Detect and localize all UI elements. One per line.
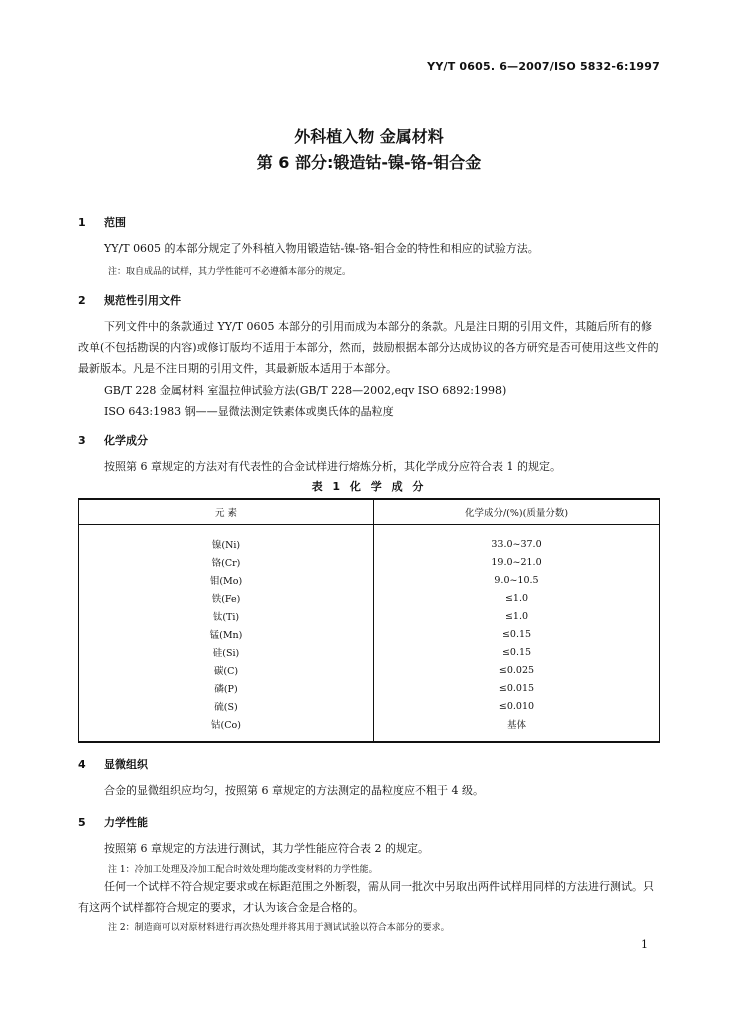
- value-cell: ≤0.025: [498, 664, 535, 676]
- section-3-paragraph: 按照第 6 章规定的方法对有代表性的合金试样进行熔炼分析，其化学成分应符合表 1 的规定。: [104, 460, 561, 473]
- section-number: 3: [78, 434, 86, 447]
- section-title: 化学成分: [104, 434, 148, 447]
- value-cell: 33.0~37.0: [491, 538, 542, 550]
- section-2-heading: [78, 292, 181, 308]
- table-row: [79, 607, 660, 625]
- value-cell: ≤0.015: [498, 682, 535, 694]
- section-number: 1: [78, 216, 86, 229]
- section-5-note-2: 注 2：制造商可以对原材料进行再次热处理并将其用于测试试验以符合本部分的要求。: [108, 923, 450, 933]
- value-cell: ≤0.15: [501, 646, 532, 658]
- table-row: [79, 697, 660, 715]
- element-cell: 磷(P): [79, 679, 374, 697]
- section-number: 5: [78, 816, 86, 829]
- table-row: [79, 589, 660, 607]
- element-cell: 铁(Fe): [79, 589, 374, 607]
- table-row: [79, 553, 660, 571]
- section-4-heading: [78, 756, 148, 772]
- table-row: [79, 715, 660, 742]
- section-5-paragraph: 按照第 6 章规定的方法进行测试，其力学性能应符合表 2 的规定。: [104, 842, 429, 855]
- page-number: 1: [641, 938, 648, 951]
- section-3-heading: [78, 432, 148, 448]
- value-cell: ≤1.0: [504, 610, 529, 622]
- section-title: 力学性能: [104, 816, 148, 829]
- section-5-note-1: 注 1：冷加工处理及冷加工配合时效处理均能改变材料的力学性能。: [108, 865, 378, 875]
- table-row: [79, 625, 660, 643]
- element-cell: 钴(Co): [79, 715, 374, 742]
- section-5-heading: [78, 814, 148, 830]
- section-5-paragraph-2: 任何一个试样不符合规定要求或在标距范围之外断裂，需从同一批次中另取出两件试样用同样的方法进行测试。只有这两个试样都符合规定的要求，才认为该合金是合格的。: [78, 880, 654, 914]
- section-title: 规范性引用文件: [104, 294, 181, 307]
- reference-item: GB/T 228 金属材料 室温拉伸试验方法(GB/T 228—2002,eqv ISO 6892:1998): [104, 384, 507, 397]
- section-title: 范围: [104, 216, 126, 229]
- value-cell: ≤0.15: [501, 628, 532, 640]
- standard-code: YY/T 0605. 6—2007/ISO 5832-6:1997: [427, 60, 660, 73]
- reference-item: ISO 643:1983 钢——显微法测定铁素体或奥氏体的晶粒度: [104, 405, 394, 418]
- column-header-element: 元 素: [79, 499, 374, 525]
- element-cell: 镍(Ni): [79, 525, 374, 554]
- table-row: [79, 661, 660, 679]
- table-1-title: 表 1 化 学 成 分: [311, 480, 427, 493]
- table-row: [79, 571, 660, 589]
- element-cell: 硫(S): [79, 697, 374, 715]
- section-number: 2: [78, 294, 86, 307]
- value-cell: 基体: [506, 720, 526, 731]
- element-cell: 钼(Mo): [79, 571, 374, 589]
- element-cell: 硅(Si): [79, 643, 374, 661]
- table-header-row: [79, 499, 660, 525]
- section-1-note: 注：取自成品的试样，其力学性能可不必遵循本部分的规定。: [108, 267, 352, 277]
- document-title-line2: 第 6 部分:锻造钴-镍-铬-钼合金: [256, 153, 482, 172]
- element-cell: 碳(C): [79, 661, 374, 679]
- section-number: 4: [78, 758, 86, 771]
- value-cell: ≤0.010: [498, 700, 535, 712]
- table-row: [79, 525, 660, 554]
- column-header-composition: 化学成分/(%)(质量分数): [374, 499, 660, 525]
- document-title-line1: 外科植入物 金属材料: [294, 127, 444, 146]
- table-row: [79, 643, 660, 661]
- element-cell: 铬(Cr): [79, 553, 374, 571]
- section-1-paragraph: YY/T 0605 的本部分规定了外科植入物用锻造钴-镍-铬-钼合金的特性和相应的试验方法。: [104, 242, 539, 255]
- section-4-paragraph: 合金的显微组织应均匀，按照第 6 章规定的方法测定的晶粒度应不粗于 4 级。: [104, 784, 484, 797]
- element-cell: 锰(Mn): [79, 625, 374, 643]
- section-1-heading: [78, 214, 126, 230]
- value-cell: 9.0~10.5: [494, 574, 539, 586]
- table-row: [79, 679, 660, 697]
- value-cell: 19.0~21.0: [491, 556, 542, 568]
- chemical-composition-table: [78, 498, 660, 743]
- section-title: 显微组织: [104, 758, 148, 771]
- value-cell: ≤1.0: [504, 592, 529, 604]
- section-2-paragraph: 下列文件中的条款通过 YY/T 0605 本部分的引用而成为本部分的条款。凡是注日期的引用文件，其随后所有的修改单(不包括勘误的内容)或修订版均不适用于本部分，然而，鼓励根据本部分达成协议的各方研究是否可使用这些文件的最新版本。凡是不注日期的引用文件，其最新版本适用于本部分。: [78, 320, 659, 375]
- element-cell: 钛(Ti): [79, 607, 374, 625]
